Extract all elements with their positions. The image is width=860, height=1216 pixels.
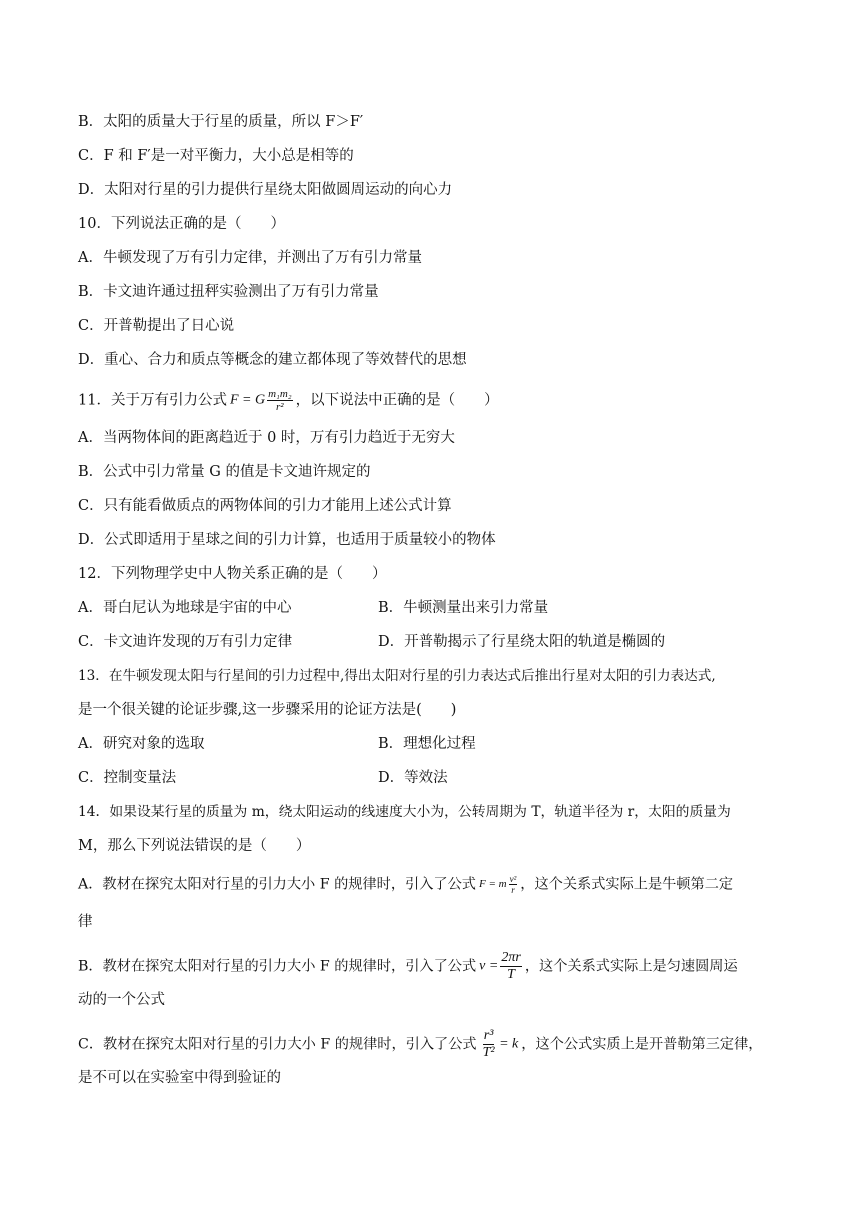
q11-fraction [267,388,293,413]
q11-numerator: m₁m₂ [268,388,292,400]
q11-formula [230,388,293,413]
q12-option-a: A．哥白尼认为地球是宇宙的中心 [78,600,292,616]
q12-stem: 12．下列物理学史中人物关系正确的是（ ） [78,566,387,582]
q14-option-c-line1 [78,1028,762,1061]
q10-stem: 10．下列说法正确的是（ ） [78,216,285,232]
q11-option-b: B．公式中引力常量 G 的值是卡文迪许规定的 [78,464,371,480]
q14b-prefix: B．教材在探究太阳对行星的引力大小 F 的规律时，引入了公式 [78,958,477,975]
q14a-prefix: A．教材在探究太阳对行星的引力大小 F 的规律时，引入了公式 [78,876,476,893]
q9-option-d: D．太阳对行星的引力提供行星绕太阳做圆周运动的向心力 [78,182,453,198]
q13-stem-line2: 是一个很关键的论证步骤,这一步骤采用的论证方法是( ) [78,702,457,718]
q13-option-c: C．控制变量法 [78,770,177,786]
q14b-suffix: ，这个关系式实际上是匀速圆周运 [524,958,738,975]
q11-option-c: C．只有能看做质点的两物体间的引力才能用上述公式计算 [78,498,452,514]
q11-denominator: r² [276,401,284,413]
q11-prefix: 11．关于万有引力公式 [78,392,227,409]
q14-option-c-line2: 是不可以在实验室中得到验证的 [78,1070,281,1086]
q14b-fraction [500,950,521,983]
q10-option-d: D．重心、合力和质点等概念的建立都体现了等效替代的思想 [78,352,467,368]
q11-option-a: A．当两物体间的距离趋近于 0 时，万有引力趋近于无穷大 [78,430,455,446]
q14-option-b-line2: 动的一个公式 [78,992,165,1008]
q14a-suffix: ，这个关系式实际上是牛顿第二定 [520,876,734,893]
q14c-formula-rhs: = k [499,1036,519,1052]
q14a-formula [479,874,517,895]
q13-option-a: A．研究对象的选取 [78,736,205,752]
q14a-denominator: r [511,885,515,895]
q11-suffix: ，以下说法中正确的是（ ） [295,392,499,409]
q10-option-c: C．开普勒提出了日心说 [78,318,235,334]
q11-stem [78,388,499,413]
q12-option-d: D．开普勒揭示了行星绕太阳的轨道是椭圆的 [378,634,666,650]
q13-option-b: B．理想化过程 [378,736,476,752]
q14a-fraction [509,874,518,895]
q14c-denominator: T² [482,1045,495,1060]
q9-option-b: B．太阳的质量大于行星的质量，所以 F＞F′ [78,114,364,130]
q14c-suffix: ，这个公式实质上是开普勒第三定律， [521,1036,763,1053]
q14-option-a-line2: 律 [78,914,93,930]
q9-option-c: C．F 和 F′是一对平衡力，大小总是相等的 [78,148,354,164]
q10-option-b: B．卡文迪许通过扭秤实验测出了万有引力常量 [78,284,379,300]
q14-option-a-line1 [78,874,733,895]
q14b-numerator: 2πr [501,950,521,965]
q14b-denominator: T [507,967,515,982]
q12-option-c: C．卡文迪许发现的万有引力定律 [78,634,293,650]
q14-option-b-line1 [78,950,738,983]
q14c-prefix: C．教材在探究太阳对行星的引力大小 F 的规律时，引入了公式 [78,1036,477,1053]
q14b-formula-lhs: v = [479,958,499,974]
q14a-numerator: v² [509,874,517,884]
q14c-numerator: r³ [483,1028,494,1043]
q13-option-d: D．等效法 [378,770,448,786]
q14b-formula [479,950,522,983]
q12-option-b: B．牛顿测量出来引力常量 [378,600,549,616]
q14c-formula [480,1028,519,1061]
q11-option-d: D．公式即适用于星球之间的引力计算，也适用于质量较小的物体 [78,532,496,548]
q13-stem-line1: 13．在牛顿发现太阳与行星间的引力过程中,得出太阳对行星的引力表达式后推出行星对太阳的引力表达式, [78,668,716,684]
q14c-fraction [482,1028,496,1061]
q10-option-a: A．牛顿发现了万有引力定律，并测出了万有引力常量 [78,250,422,266]
q14-stem-line1: 14．如果设某行星的质量为 m，绕太阳运动的线速度大小为，公转周期为 T，轨道半径为 r，太阳的质量为 [78,804,731,820]
q14a-formula-lhs: F = m [479,878,507,891]
q11-formula-lhs: F = G [229,392,266,408]
q14-stem-line2: M，那么下列说法错误的是（ ） [78,838,311,854]
